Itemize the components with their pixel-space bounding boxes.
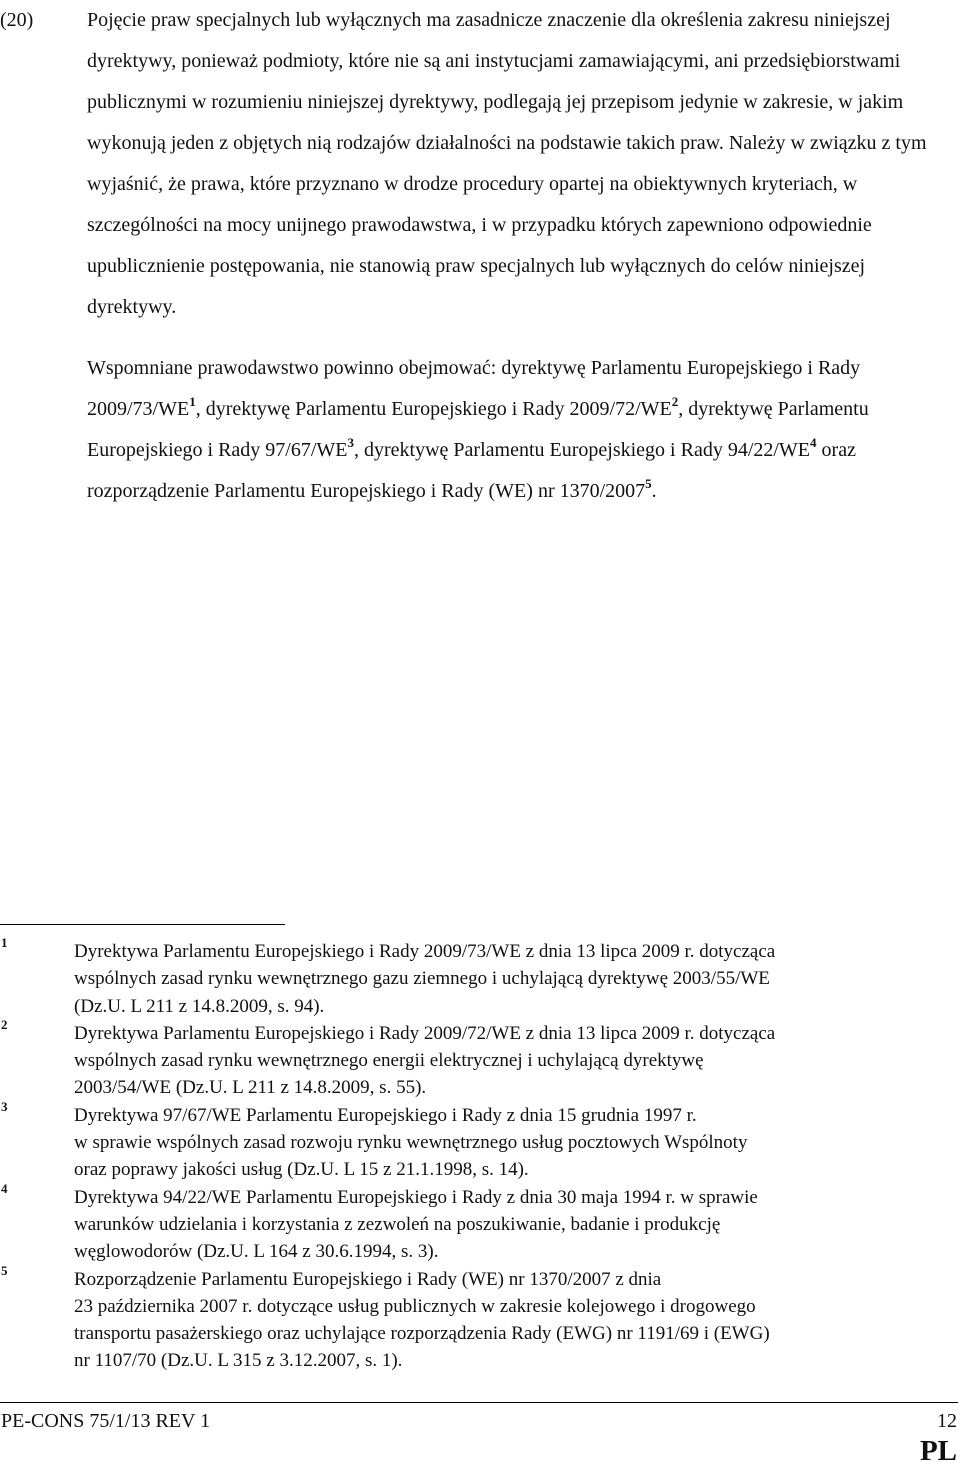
footnote-ref: 4	[810, 435, 817, 450]
footnote-line: (Dz.U. L 211 z 14.8.2009, s. 94).	[74, 995, 325, 1017]
footnote-ref: 2	[671, 394, 679, 409]
paragraph-2-text: , dyrektywę Parlamentu Europejskiego i Rady 97/67/WE	[87, 398, 869, 461]
footnote-line: Dyrektywa 97/67/WE Parlamentu Europejskiego i Rady z dnia 15 grudnia 1997 r.	[74, 1104, 697, 1126]
footnote-line: 23 października 2007 r. dotyczące usług publicznych w zakresie kolejowego i drogowego	[74, 1295, 756, 1317]
footer-language-code: PL	[919, 1435, 957, 1467]
recital-number: (20)	[0, 9, 34, 31]
footnote-line: Dyrektywa Parlamentu Europejskiego i Rady 2009/72/WE z dnia 13 lipca 2009 r. dotycząca	[74, 1022, 776, 1044]
footer-page-number: 12	[937, 1410, 957, 1432]
paragraph-2-text: .	[651, 480, 657, 502]
footnote-5	[0, 1262, 958, 1375]
paragraph-2-text: oraz rozporządzenie Parlamentu Europejskiego i Rady (WE) nr 1370/2007	[87, 439, 856, 502]
footnote-ref: 1	[189, 394, 196, 409]
footnote-4	[0, 1180, 958, 1266]
footnote-line: w sprawie wspólnych zasad rozwoju rynku wewnętrznego usług pocztowych Wspólnoty	[74, 1132, 748, 1154]
recital-paragraph-1: Pojęcie praw specjalnych lub wyłącznych ma zasadnicze znaczenie dla określenia zakresu niniejszej dyrektywy, ponieważ podmioty, które nie są ani instytucjami zamawiającymi, ani przedsiębiorstwami publicznymi w rozumieniu niniejszej dyrektywy, podlegają jej przepisom jedynie w zakresie, w jakim wykonują jeden z objętych nią rodzajów działalności na podstawie takich praw. Należy w związku z tym wyjaśnić, że prawa, które przyznano w drodze procedury opartej na obiektywnych kryteriach, w szczególności na mocy unijnego prawodawstwa, i w przypadku których zapewniono odpowiednie upublicznienie postępowania, nie stanowią praw specjalnych lub wyłącznych do celów niniejszej dyrektywy.	[87, 9, 927, 318]
footnote-line: wspólnych zasad rynku wewnętrznego gazu ziemnego i uchylającą dyrektywę 2003/55/WE	[74, 968, 770, 990]
footnote-line: wspólnych zasad rynku wewnętrznego energii elektrycznej i uchylającą dyrektywę	[74, 1050, 704, 1072]
footnotes	[0, 935, 958, 1375]
footnote-line: 2003/54/WE (Dz.U. L 211 z 14.8.2009, s. 55).	[74, 1077, 427, 1099]
footnote-number: 4	[1, 1180, 8, 1196]
paragraph-2-text: Wspomniane prawodawstwo powinno obejmować: dyrektywę Parlamentu Europejskiego i Rady 2009/73/WE	[87, 357, 861, 420]
footnote-line: Dyrektywa 94/22/WE Parlamentu Europejskiego i Rady z dnia 30 maja 1994 r. w sprawie	[74, 1186, 758, 1208]
footnote-line: nr 1107/70 (Dz.U. L 315 z 3.12.2007, s. 1).	[74, 1350, 403, 1372]
footer-divider	[0, 1402, 958, 1403]
paragraph-2-text: , dyrektywę Parlamentu Europejskiego i Rady 94/22/WE	[354, 439, 811, 461]
footnote-line: oraz poprawy jakości usług (Dz.U. L 15 z 21.1.1998, s. 14).	[74, 1159, 529, 1181]
footnote-ref: 5	[645, 476, 652, 491]
recital-paragraph-2	[87, 348, 957, 512]
recital-body	[87, 0, 957, 512]
footer-document-reference: PE-CONS 75/1/13 REV 1	[1, 1410, 211, 1432]
footnote-1	[0, 935, 958, 1020]
footnote-ref: 3	[347, 435, 355, 450]
footnote-line: warunków udzielania i korzystania z zezwoleń na poszukiwanie, badanie i produkcję	[74, 1213, 721, 1235]
paragraph-2-text: , dyrektywę Parlamentu Europejskiego i Rady 2009/72/WE	[195, 398, 672, 420]
footnote-number: 3	[1, 1098, 8, 1114]
footnote-2	[0, 1016, 958, 1102]
footnote-line: Dyrektywa Parlamentu Europejskiego i Rady 2009/73/WE z dnia 13 lipca 2009 r. dotycząca	[74, 941, 776, 962]
footnote-line: Rozporządzenie Parlamentu Europejskiego i Rady (WE) nr 1370/2007 z dnia	[74, 1268, 662, 1290]
footnote-number: 1	[1, 935, 8, 950]
footnote-separator	[0, 924, 285, 925]
footnote-line: węglowodorów (Dz.U. L 164 z 30.6.1994, s. 3).	[74, 1241, 439, 1263]
footnote-line: transportu pasażerskiego oraz uchylające rozporządzenia Rady (EWG) nr 1191/69 i (EWG)	[74, 1323, 770, 1345]
footnote-number: 5	[1, 1262, 8, 1278]
footnote-number: 2	[1, 1016, 8, 1032]
footnote-3	[0, 1098, 958, 1184]
